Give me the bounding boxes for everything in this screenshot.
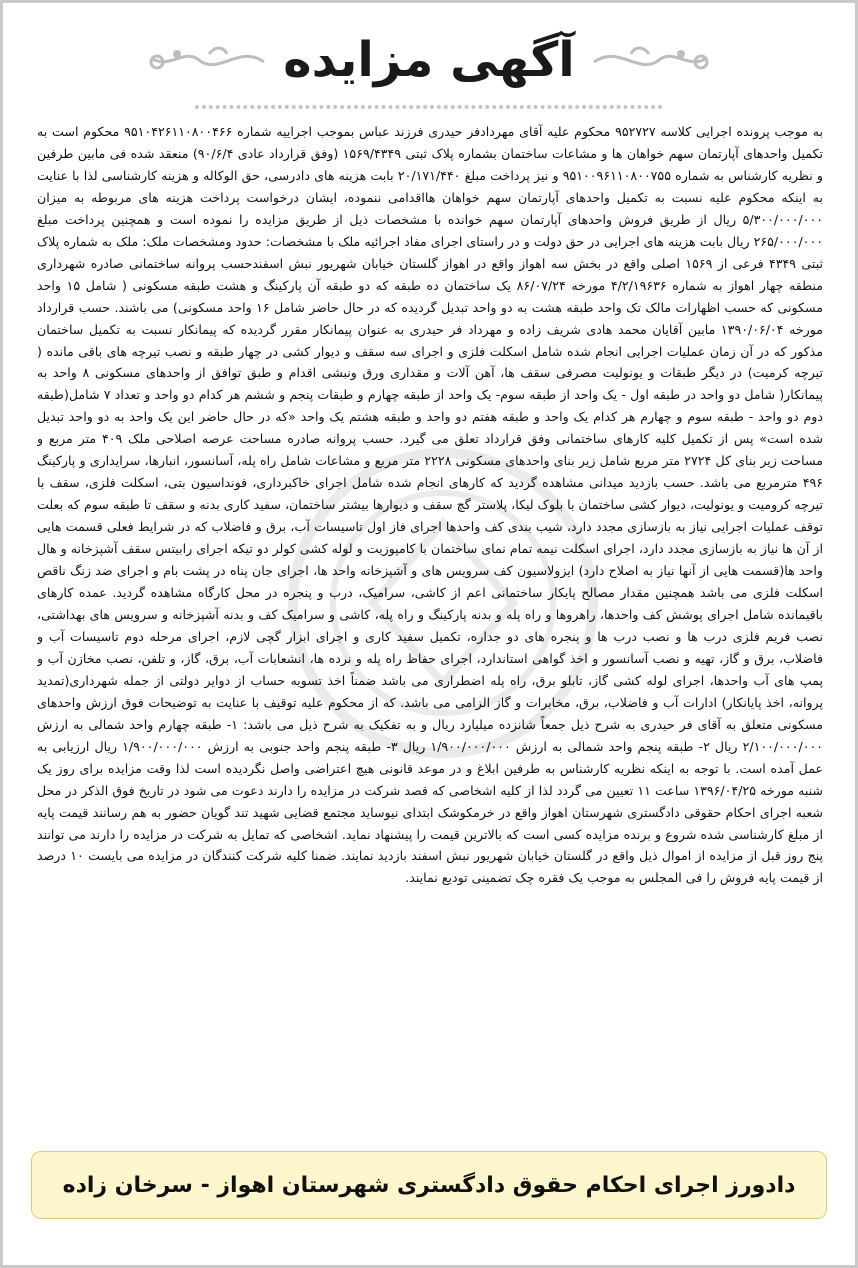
flourish-right-icon [589, 40, 719, 80]
flourish-left-icon [139, 40, 269, 80]
dotted-divider-icon [193, 101, 665, 113]
signature-text: دادورز اجرای احکام حقوق دادگستری شهرستان اهواز - سرخان زاده [62, 1172, 796, 1198]
page-title: آگهی مزایده [283, 32, 575, 88]
title-row [3, 15, 855, 105]
announcement-paragraph: به موجب پرونده اجرایی کلاسه ۹۵۲۷۲۷ محکوم علیه آقای مهردادفر حیدری فرزند عباس بموجب اجراییه شماره ۹۵۱۰۴۲۶۱۱۰۸۰۰۴۶۶ محکوم است به تکمیل واحدهای آپارتمان سهم خواهان ها و مشاعات ساختمان بشماره پلاک ثبتی ۱۵۶۹/۴۳۴۹ (وفق قرارداد عادی ۹۰/۶/۴) منعقد شده فی مابین طرفین و نظریه کارشناس به شماره ۹۵۱۰۰۹۶۱۱۰۸۰۰۷۵۵ و نیز پرداخت مبلغ ۲۰/۱۷۱/۴۴۰ بابت هزینه های دادرسی، حق الوکاله و هزینه کارشناسی لذا با عنایت به اینکه محکوم علیه نسبت به تکمیل واحدهای آپارتمان سهم خواهان هااقدامی ننموده، ایشان درخواست پرداخت هزینه های مربوطه به میزان ۵/۳۰۰/۰۰۰/۰۰۰ ریال از طریق فروش واحدهای آپارتمان سهم خوانده با مشخصات ذیل از طریق مزایده را نموده است و همچنین پرداخت مبلغ ۲۶۵/۰۰۰/۰۰۰ ریال بابت هزینه های اجرایی در حق دولت و در راستای اجرای مفاد اجرائیه ملک با مشخصات: حدود ومشخصات ملک: ملک به شماره پلاک ثبتی ۴۳۴۹ فرعی از ۱۵۶۹ اصلی واقع در بخش سه اهواز واقع در اهواز گلستان خیابان شهریور نبش اسفندحسب پروانه ساختمانی صادره شهرداری منطقه چهار اهواز به شماره ۴/۲/۱۹۶۳۶ مورخه ۸۶/۰۷/۲۴ یک ساختمان ده طبقه که دو طبقه آن پارکینگ و هشت طبقه مسکونی ( شامل ۱۵ واحد مسکونی که حسب اظهارات مالک تک واحد طبقه هشت به دو واحد تبدیل گردیده که در حال حاضر شامل ۱۶ واحد مسکونی) می باشند. حسب قرارداد مورخه ۱۳۹۰/۰۶/۰۴ مابین آقایان محمد هادی شریف زاده و مهرداد فر حیدری به عنوان پیمانکار مقرر گردیده که پیمانکار نسبت به تکمیل ساختمان مذکور که در آن زمان عملیات اجرایی انجام شده شامل اسکلت فلزی و اجرای سه سقف و دیوار کشی در چهار طبقه و نصب تیرچه های باقی مانده ( تیرچه کرمیت) در دیگر طبقات و یونولیت مصرفی سقف ها، آهن آلات و مقداری ورق ونبشی اقدام و طبق توافق از واحدهای مسکونی ۸ واحد به پیمانکار( شامل دو واحد در طبقه اول - یک واحد از طبقه سوم- یک واحد از طبقه چهارم و طبقات پنجم و ششم هر کدام دو واحد و تعداد ۷ شامل(طبقه دوم دو واحد - طبقه سوم و چهارم هر کدام یک واحد و طبقه هفتم دو واحد و طبقه هشتم یک واحد «که در حال حاضر این یک واحد به دو واحد تبدیل شده است» پس از تکمیل کلیه کارهای ساختمانی وفق قرارداد تعلق می گیرد. حسب پروانه صادره مساحت عرصه اصلاحی ملک ۴۰۹ متر مربع و مساحت زیر بنای کل ۲۷۲۴ متر مربع شامل زیر بنای واحدهای مسکونی ۲۲۲۸ متر مربع و مشاعات شامل راه پله، آسانسور، انبارها، سرایداری و پارکینگ ۴۹۶ مترمربع می باشد. حسب بازدید میدانی مشاهده گردید که کارهای انجام شده شامل اجرای خاکبرداری، فونداسیون بتی، اسکلت فلزی، سقف با تیرچه کرومیت و یونولیت، دیوار کشی ساختمان با بلوک لیکا، پلاستر گچ سقف و دیوارها بیشتر ساختمان، سفید کاری بدنه و سقف تا طبقه سوم که بعلت توقف عملیات اجرایی نیاز به بازسازی مجدد دارد، شیب بندی کف واحدها اجرای فاز اول تاسیسات آب، برق و فاضلاب که در شرایط فعلی قسمت هایی از آن ها نیاز به بازسازی مجدد دارد، اجرای اسکلت نیمه تمام نمای ساختمان با کامپوزیت و لوله کشی کولر دو تیکه اجرای رابیتس سقف آشپزخانه و هال واحد ها(قسمت هایی از آنها نیاز به اصلاح دارد) ایزولاسیون کف سرویس های و آشپزخانه واحد ها، اجرای جان پناه در پشت بام و اجرای ضد زنگ ناقص اسکلت فلزی می باشد همچنین مقدار مصالح پایکار ساختمانی اعم از کاشی، سرامیک، درب و پنجره در محل کارگاه مشاهده گردید. عمده کارهای باقیمانده شامل اجرای پوشش کف واحدها، راهروها و راه پله و بدنه پارکینگ و راه پله، کاشی و سرامیک کف و بدنه آشپزخانه و سرویس های بهداشتی، نصب فریم فلزی درب ها و نصب درب ها و پنجره های دو جداره، تکمیل سفید کاری و اجرای ابزار گچی لازم، اجرای مرحله دوم تاسیسات آب و فاضلاب، برق و گاز، تهیه و نصب آسانسور و اخذ گواهی استاندارد، اجرای حفاظ راه پله و نرده ها، انشعابات آب، برق، گاز، و تلفن، نصب مخازن آب و پمپ های آب واحدها، اجرای لوله کشی گاز، تابلو برق، راه پله اضطراری می باشد ضمناً اخذ تسویه حساب از دوایر دولتی از جمله شهرداری(تمدید پروانه، اخذ پایانکار) ادارات آب و فاضلاب، برق، مخابرات و گاز الزامی می باشد. که از محکوم علیه توقیف با عنایت به توضیحات فوق ارزش واحدهای مسکونی متعلق به آقای فر حیدری به شرح ذیل جمعاً شانزده میلیارد ریال و به تفکیک به شرح ذیل می باشد: ۱- طبقه چهارم واحد شمالی به ارزش ۲/۱۰۰/۰۰۰/۰۰۰ ریال ۲- طبقه پنجم واحد شمالی به ارزش ۱/۹۰۰/۰۰۰/۰۰۰ ریال ۳- طبقه پنجم واحد جنوبی به ارزش ۱/۹۰۰/۰۰۰/۰۰۰ ریال ارزیابی به عمل آمده است. با توجه به اینکه نظریه کارشناس به طرفین ابلاغ و در موعد قانونی هیچ اعتراضی واصل نگردیده است لذا وقت مزایده برای روز یک شنبه مورخه ۱۳۹۶/۰۴/۲۵ ساعت ۱۱ تعیین می گردد لذا از کلیه اشخاصی که قصد شرکت در مزایده را دارند دعوت می شود در تاریخ فوق الذکر در محل شعبه اجرای احکام حقوقی دادگستری شهرستان اهواز واقع در خرمکوشک ابتدای نیوساید مجتمع قضایی شهید تند گویان حضور به هم رسانند قیمت پایه از مبلغ کارشناسی شده شروع و برنده مزایده کسی است که بالاترین قیمت را پیشنهاد نماید. اشخاصی که تمایل به شرکت در مزایده را دارند می توانند پنج روز قبل از مزایده از اموال ذیل واقع در گلستان خیابان شهریور نبش اسفند بازدید نمایند. ضمنا کلیه شرکت کنندگان در مزایده می بایست ۱۰ درصد از قیمت پایه فروش را فی المجلس به موجب یک فقره چک تضمینی تودیع نمایند. [37, 124, 823, 886]
announcement-body [37, 121, 823, 1146]
signature-box [31, 1151, 827, 1219]
